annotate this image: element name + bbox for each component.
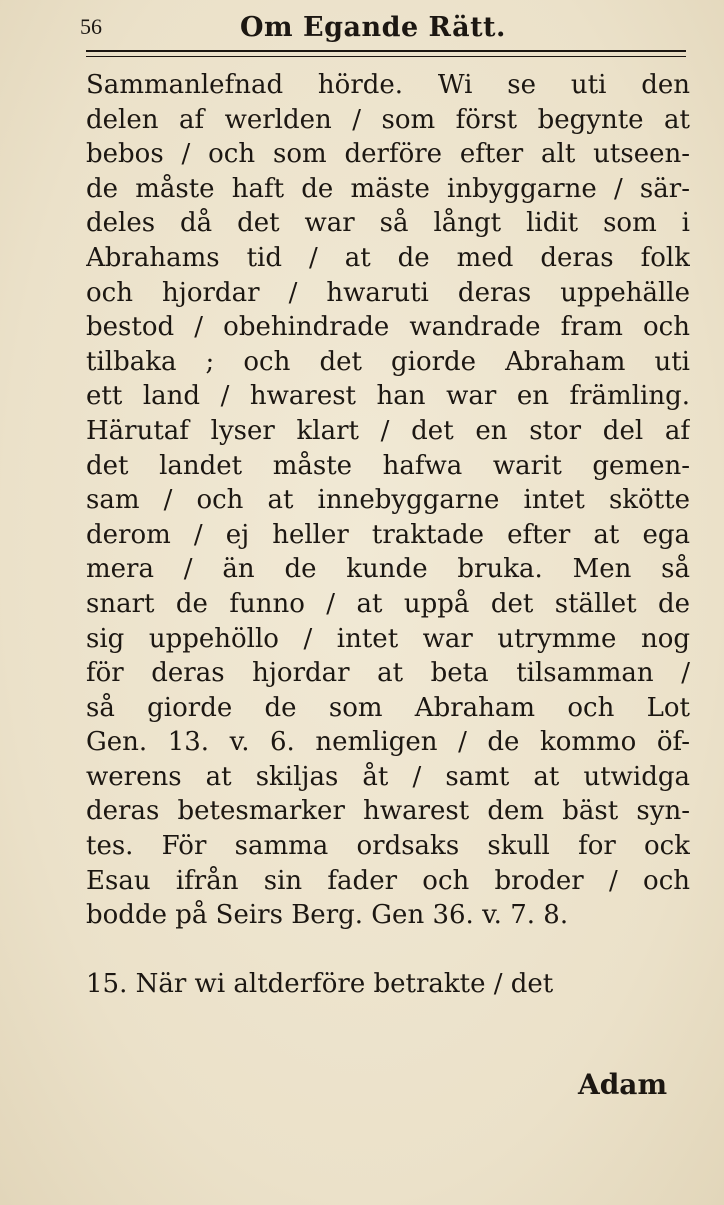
text-line: snart de funno / at uppå det stället de [86,588,690,619]
text-line: deras betesmarker hwarest dem bäst syn- [86,796,690,827]
text-line: ett land / hwarest han war en främling. [86,381,690,412]
text-line: bodde på Seirs Berg. Gen 36. v. 7. 8. [86,900,569,931]
text-line: och hjordar / hwaruti deras uppehälle [86,277,690,308]
text-line: sam / och at innebyggarne intet skötte [86,485,690,516]
text-line: Abrahams tid / at de med deras folk [86,242,690,273]
text-line: tilbaka ; och det giorde Abraham uti [86,346,690,377]
text-line: Esau ifrån sin fader och broder / och [86,865,690,896]
text-line: sig uppehöllo / intet war utrymme nog [86,623,690,654]
text-line: bebos / och som derföre efter alt utseen- [86,139,690,170]
section-line: 15. När wi altderföre betrakte / det [86,968,554,999]
page-header [80,10,690,50]
text-line: Härutaf lyser klart / det en stor del af [86,415,690,446]
text-line: så giorde de som Abraham och Lot [86,692,690,723]
header-rule [86,50,686,57]
text-line: bestod / obehindrade wandrade fram och [86,312,690,343]
text-line: Gen. 13. v. 6. nemligen / de kommo öf- [86,727,690,758]
page-number: 56 [80,14,102,39]
text-line: mera / än de kunde bruka. Men så [86,554,690,585]
text-line: de måste haft de mäste inbyggarne / sär- [86,173,690,204]
text-line: det landet måste hafwa warit gemen- [86,450,690,481]
text-line: werens at skiljas åt / samt at utwidga [86,761,690,792]
text-line: delen af werlden / som först begynte at [86,104,690,135]
catchword: Adam [578,1068,668,1101]
text-line: deles då det war så långt lidit som i [86,208,690,239]
text-line: för deras hjordar at beta tilsamman / [86,658,690,689]
text-line: Sammanlefnad hörde. Wi se uti den [86,70,690,100]
running-title: Om Egande Rätt. [240,12,506,43]
body-text [86,68,690,1001]
text-line: derom / ej heller traktade efter at ega [86,519,690,550]
text-line: tes. För samma ordsaks skull for ock [86,831,690,862]
